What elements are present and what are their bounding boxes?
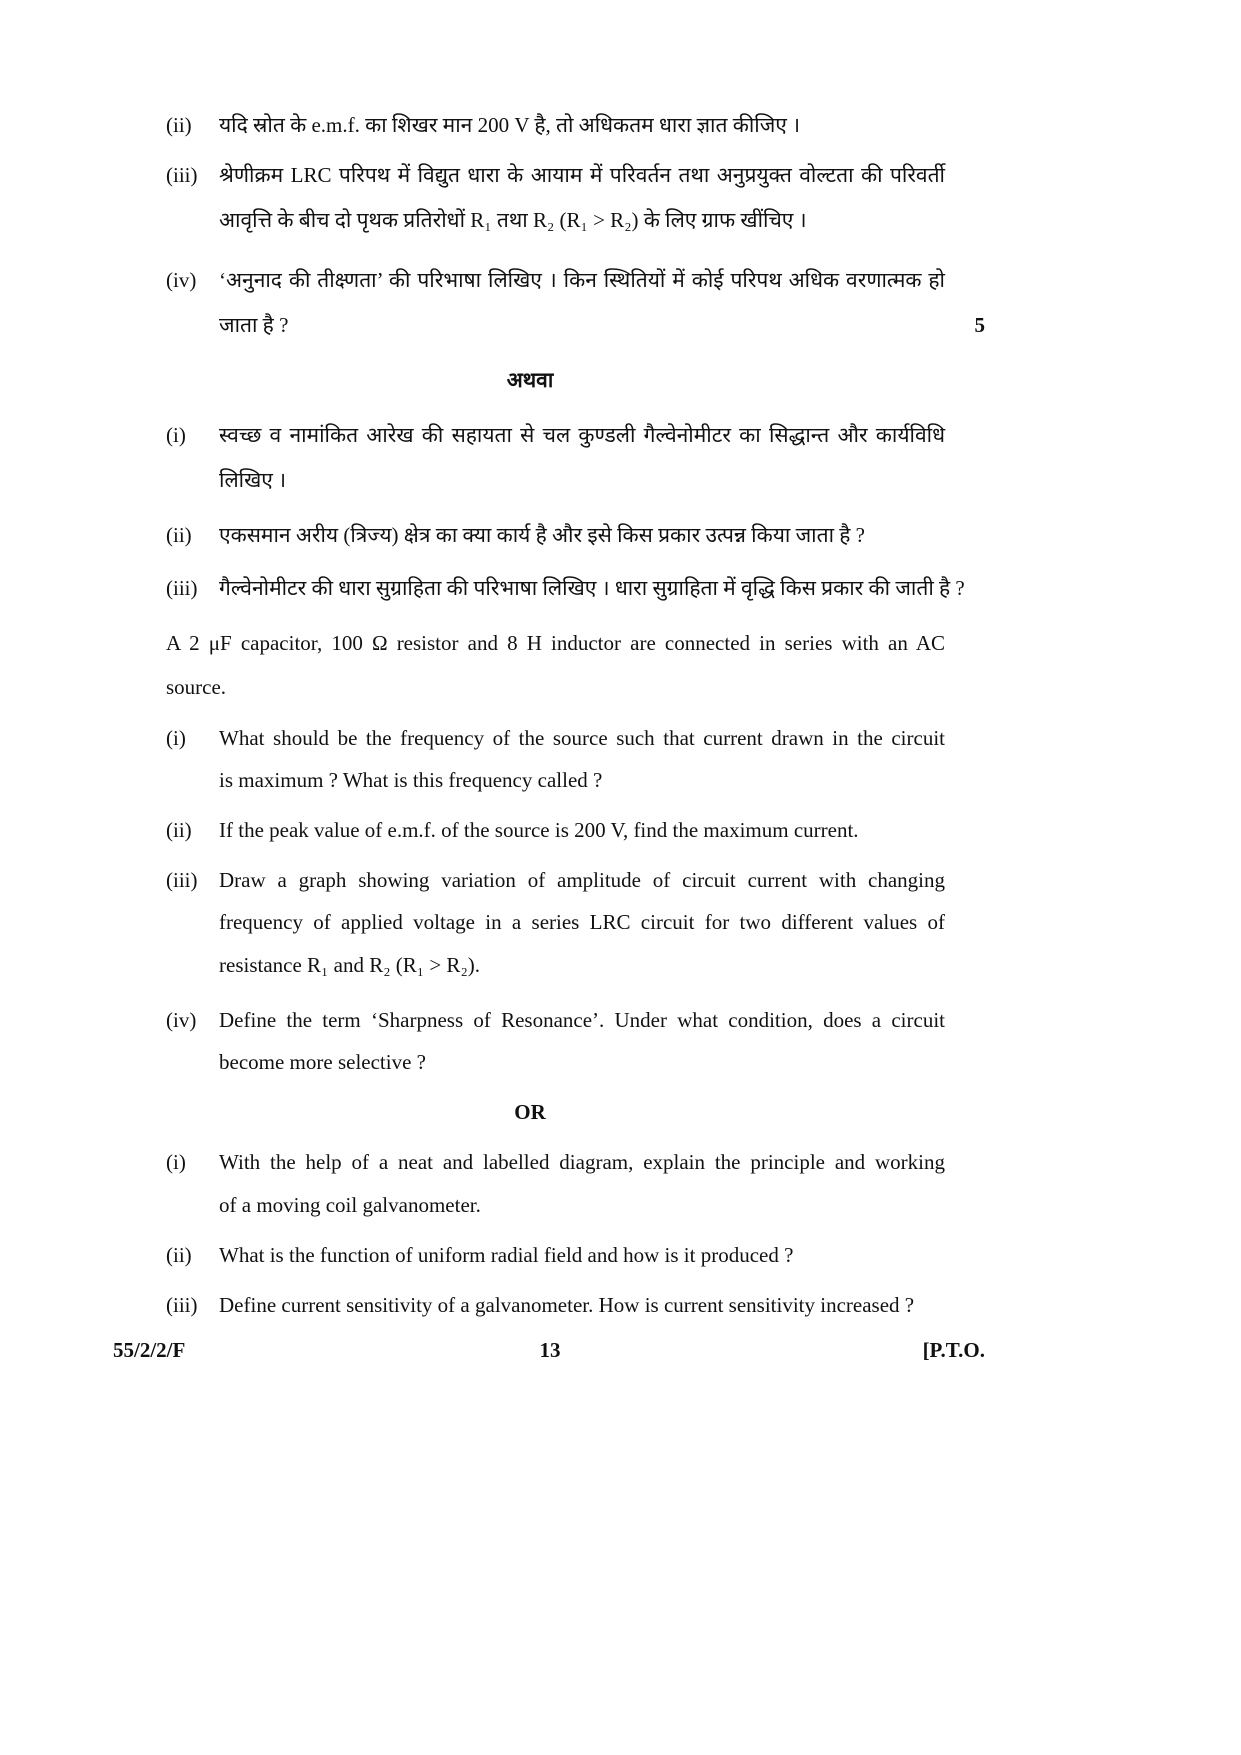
page-number: 13	[539, 1338, 561, 1362]
question-text: ‘अनुनाद की तीक्ष्णता’ की परिभाषा लिखिए । किन स्थितियों में कोई परिपथ अधिक वरणात्मक हो	[219, 268, 945, 292]
question-label: (i)	[166, 423, 186, 447]
question-text: What is the function of uniform radial field and how is it produced ?	[219, 1243, 794, 1267]
question-text: जाता है ?	[219, 313, 289, 337]
question-intro: A 2 μF capacitor, 100 Ω resistor and 8 H inductor are connected in series with an AC	[166, 631, 945, 655]
question-label: (iii)	[166, 868, 198, 892]
marks: 5	[974, 313, 985, 337]
question-text: resistance R₁ and R₂ (R₁ > R₂).	[219, 953, 481, 977]
question-label: (iv)	[166, 1008, 197, 1032]
question-label: (iii)	[166, 163, 198, 187]
question-text: become more selective ?	[219, 1050, 426, 1074]
question-text: Draw a graph showing variation of amplitude of circuit current with changing	[219, 868, 945, 892]
question-text: यदि स्रोत के e.m.f. का शिखर मान 200 V है, तो अधिकतम धारा ज्ञात कीजिए ।	[219, 113, 801, 137]
pto-label: [P.T.O.	[922, 1338, 985, 1362]
question-label: (iii)	[166, 576, 198, 600]
paper-code: 55/2/2/F	[113, 1338, 186, 1362]
question-text: गैल्वेनोमीटर की धारा सुग्राहिता की परिभाषा लिखिए । धारा सुग्राहिता में वृद्धि किस प्रकार की जाती है ?	[219, 576, 965, 600]
or-heading: OR	[514, 1100, 546, 1124]
question-text: If the peak value of e.m.f. of the source is 200 V, find the maximum current.	[219, 818, 859, 842]
question-label: (ii)	[166, 113, 192, 137]
question-label: (iii)	[166, 1293, 198, 1317]
question-intro: source.	[166, 675, 227, 699]
question-label: (iv)	[166, 268, 197, 292]
question-text: Define the term ‘Sharpness of Resonance’. Under what condition, does a circuit	[219, 1008, 945, 1032]
question-text: स्वच्छ व नामांकित आरेख की सहायता से चल कुण्डली गैल्वेनोमीटर का सिद्धान्त और कार्यविधि	[219, 423, 945, 447]
question-text: of a moving coil galvanometer.	[219, 1193, 481, 1217]
question-text: लिखिए ।	[219, 468, 287, 492]
question-label: (ii)	[166, 1243, 192, 1267]
question-text: श्रेणीक्रम LRC परिपथ में विद्युत धारा के आयाम में परिवर्तन तथा अनुप्रयुक्त वोल्टता की परिवर्ती	[219, 163, 945, 187]
question-text: आवृत्ति के बीच दो पृथक प्रतिरोधों R₁ तथा R₂ (R₁ > R₂) के लिए ग्राफ खींचिए ।	[219, 208, 807, 232]
question-text: is maximum ? What is this frequency called ?	[219, 768, 603, 792]
or-heading: अथवा	[506, 368, 554, 392]
question-text: With the help of a neat and labelled diagram, explain the principle and working	[219, 1150, 945, 1174]
question-label: (ii)	[166, 523, 192, 547]
question-text: Define current sensitivity of a galvanometer. How is current sensitivity increased ?	[219, 1293, 915, 1317]
question-label: (i)	[166, 726, 186, 750]
question-text: एकसमान अरीय (त्रिज्य) क्षेत्र का क्या कार्य है और इसे किस प्रकार उत्पन्न किया जाता है ?	[219, 523, 865, 547]
question-text: frequency of applied voltage in a series LRC circuit for two different values of	[219, 910, 945, 934]
question-text: What should be the frequency of the source such that current drawn in the circuit	[219, 726, 945, 750]
question-label: (ii)	[166, 818, 192, 842]
question-label: (i)	[166, 1150, 186, 1174]
